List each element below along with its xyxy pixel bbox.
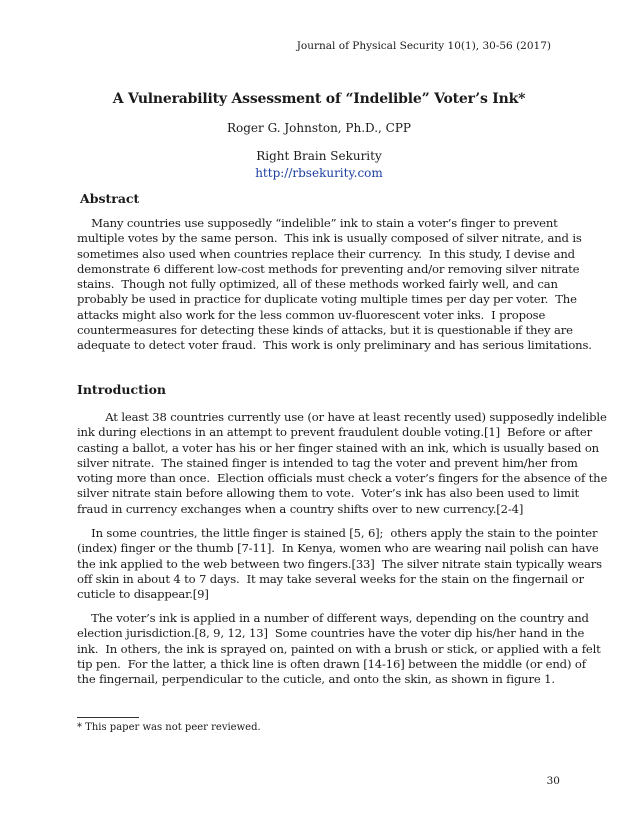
intro-line: (index) finger or the thumb [7-11]. In Kenya, women who are wearing nail polish can have — [77, 541, 599, 556]
intro-line: At least 38 countries currently use (or have at least recently used) supposedly indelible — [77, 410, 607, 424]
paper-title: A Vulnerability Assessment of “Indelible” Voter’s Ink* — [112, 91, 526, 107]
abstract-line: demonstrate 6 different low-cost methods for preventing and/or removing silver nitrate — [77, 261, 580, 276]
author-name: Roger G. Johnston, Ph.D., CPP — [226, 121, 412, 135]
running-head: Journal of Physical Security 10(1), 30-56 (2017) — [296, 40, 551, 52]
abstract-line: adequate to detect voter fraud. This work is only preliminary and has serious limitations. — [77, 338, 592, 353]
abstract-heading: Abstract — [80, 191, 140, 206]
abstract-line: multiple votes by the same person. This ink is usually composed of silver nitrate, and is — [77, 231, 582, 246]
intro-line: silver nitrate. The stained finger is intended to tag the voter and prevent him/her from — [77, 455, 578, 470]
intro-paragraph-1 — [77, 410, 608, 517]
abstract-line: probably be used in practice for duplicate voting multiple times per day per voter. The — [77, 292, 577, 307]
intro-line: casting a ballot, a voter has his or her finger stained with an ink, which is usually based on — [77, 440, 599, 455]
intro-line: fraud in currency exchanges when a country shifts over to new currency.[2-4] — [77, 501, 524, 516]
intro-line: ink. In others, the ink is sprayed on, painted on with a brush or stick, or applied with a felt — [77, 641, 601, 656]
abstract-line: sometimes also used when countries replace their currency. In this study, I devise and — [77, 246, 575, 261]
intro-line: silver nitrate stain before allowing them to vote. Voter’s ink has also been used to limit — [77, 486, 580, 501]
intro-line: the ink applied to the web between two fingers.[33] The silver nitrate stain typically wears — [77, 556, 602, 571]
page-number: 30 — [546, 775, 560, 787]
intro-line: the fingernail, perpendicular to the cuticle, and onto the skin, as shown in figure 1. — [77, 672, 555, 687]
intro-line: voting more than once. Election officials must check a voter’s fingers for the absence of the — [77, 471, 608, 486]
intro-line: cuticle to disappear.[9] — [77, 587, 209, 602]
intro-line: election jurisdiction.[8, 9, 12, 13] Some countries have the voter dip his/her hand in the — [77, 626, 585, 641]
abstract-paragraph — [77, 216, 592, 354]
footnote-divider — [77, 717, 139, 718]
affiliation-url-link[interactable]: http://rbsekurity.com — [255, 166, 383, 180]
intro-line: In some countries, the little finger is stained [5, 6]; others apply the stain to the pointer — [77, 526, 598, 540]
intro-line: The voter’s ink is applied in a number of different ways, depending on the country and — [77, 611, 589, 625]
footnote: * This paper was not peer reviewed. — [77, 722, 261, 733]
intro-line: ink during elections in an attempt to prevent fraudulent double voting.[1] Before or after — [77, 425, 592, 440]
affiliation-block — [0, 148, 638, 182]
intro-line: off skin in about 4 to 7 days. It may take several weeks for the stain on the fingernail or — [77, 571, 584, 586]
abstract-line: stains. Though not fully optimized, all of these methods worked fairly well, and can — [77, 277, 558, 292]
abstract-line: countermeasures for detecting these kinds of attacks, but it is questionable if they are — [77, 323, 573, 338]
intro-line: tip pen. For the latter, a thick line is often drawn [14-16] between the middle (or end) of — [77, 656, 586, 671]
abstract-line: Many countries use supposedly “indelible” ink to stain a voter’s finger to prevent — [77, 216, 558, 230]
intro-paragraph-3 — [77, 611, 601, 687]
abstract-line: attacks might also work for the less common uv-fluorescent voter inks. I propose — [77, 307, 546, 322]
introduction-heading: Introduction — [77, 382, 167, 397]
intro-paragraph-2 — [77, 526, 602, 602]
affiliation: Right Brain Sekurity — [256, 149, 382, 163]
